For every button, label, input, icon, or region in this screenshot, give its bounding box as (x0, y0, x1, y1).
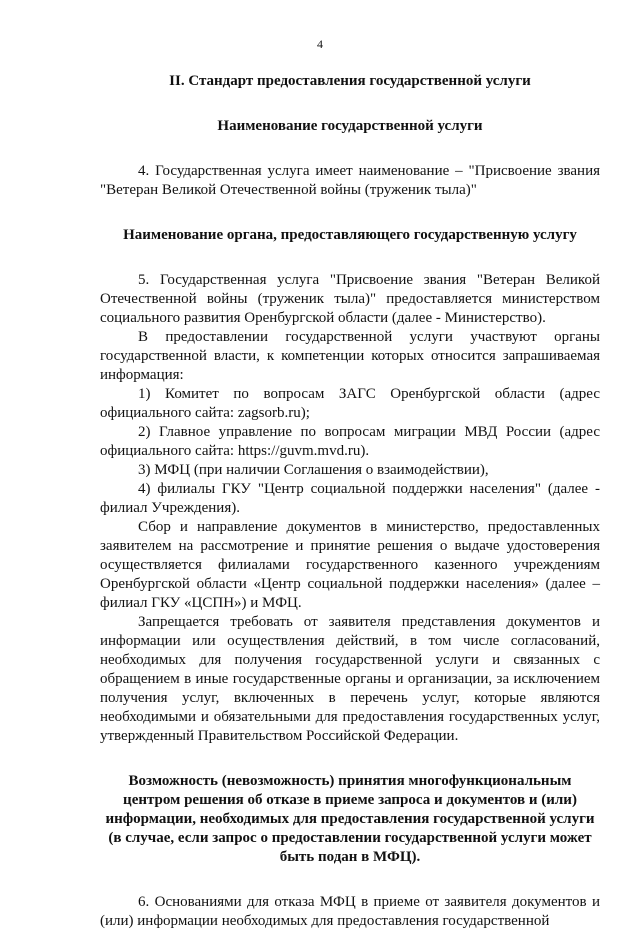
list-item-4: 4) филиалы ГКУ "Центр социальной поддержки населения" (далее - филиал Учреждения). (100, 481, 600, 516)
list-item-2: 2) Главное управление по вопросам миграции МВД России (адрес официального сайта: https://guvm.mvd.ru). (100, 424, 600, 459)
heading-mfc: Возможность (невозможность) принятия многофункциональным центром решения об отказе в приеме запроса и документов и (или) информации, необходимых для предоставления государственной услуги (в случае, если запрос о предоставлении государственной услуги может быть подан в МФЦ). (105, 773, 595, 865)
page-number: 4 (317, 37, 323, 51)
list-item-1: 1) Комитет по вопросам ЗАГС Оренбургской области (адрес официального сайта: zagsorb.ru); (100, 386, 600, 421)
paragraph-5: 5. Государственная услуга "Присвоение звания "Ветеран Великой Отечественной войны (труженик тыла)" предоставляется министерством социального развития Оренбургской области (далее - Министерство). (100, 272, 600, 326)
paragraph-4: 4. Государственная услуга имеет наименование – "Присвоение звания "Ветеран Великой Отечественной войны (труженик тыла)" (100, 163, 600, 198)
document-body (100, 72, 600, 931)
section-title: II. Стандарт предоставления государственной услуги (169, 73, 531, 89)
paragraph-prohibited: Запрещается требовать от заявителя представления документов и информации или осуществления действий, в том числе согласований, необходимых для получения государственной услуги и связанных с обращением в иные государственные органы и организации, за исключением получения услуг, включенных в перечень услуг, которые являются необходимыми и обязательными для предоставления государственных услуг, утвержденный Правительством Российской Федерации. (100, 614, 600, 744)
paragraph-participants: В предоставлении государственной услуги участвуют органы государственной власти, к компетенции которых относится запрашиваемая информация: (100, 329, 600, 383)
paragraph-collection: Сбор и направление документов в министерство, предоставленных заявителем на рассмотрение и принятие решения о выдаче удостоверения осуществляется филиалами государственного казенного учреждениям Оренбургской области «Центр социальной поддержки населения» (далее – филиал ГКУ «ЦСПН») и МФЦ. (100, 519, 600, 611)
paragraph-6: 6. Основаниями для отказа МФЦ в приеме от заявителя документов и (или) информации необходимых для предоставления государственной (100, 894, 600, 929)
heading-authority: Наименование органа, предоставляющего государственную услугу (123, 227, 577, 243)
heading-service-name: Наименование государственной услуги (217, 118, 483, 134)
list-item-3: 3) МФЦ (при наличии Соглашения о взаимодействии), (138, 462, 489, 478)
